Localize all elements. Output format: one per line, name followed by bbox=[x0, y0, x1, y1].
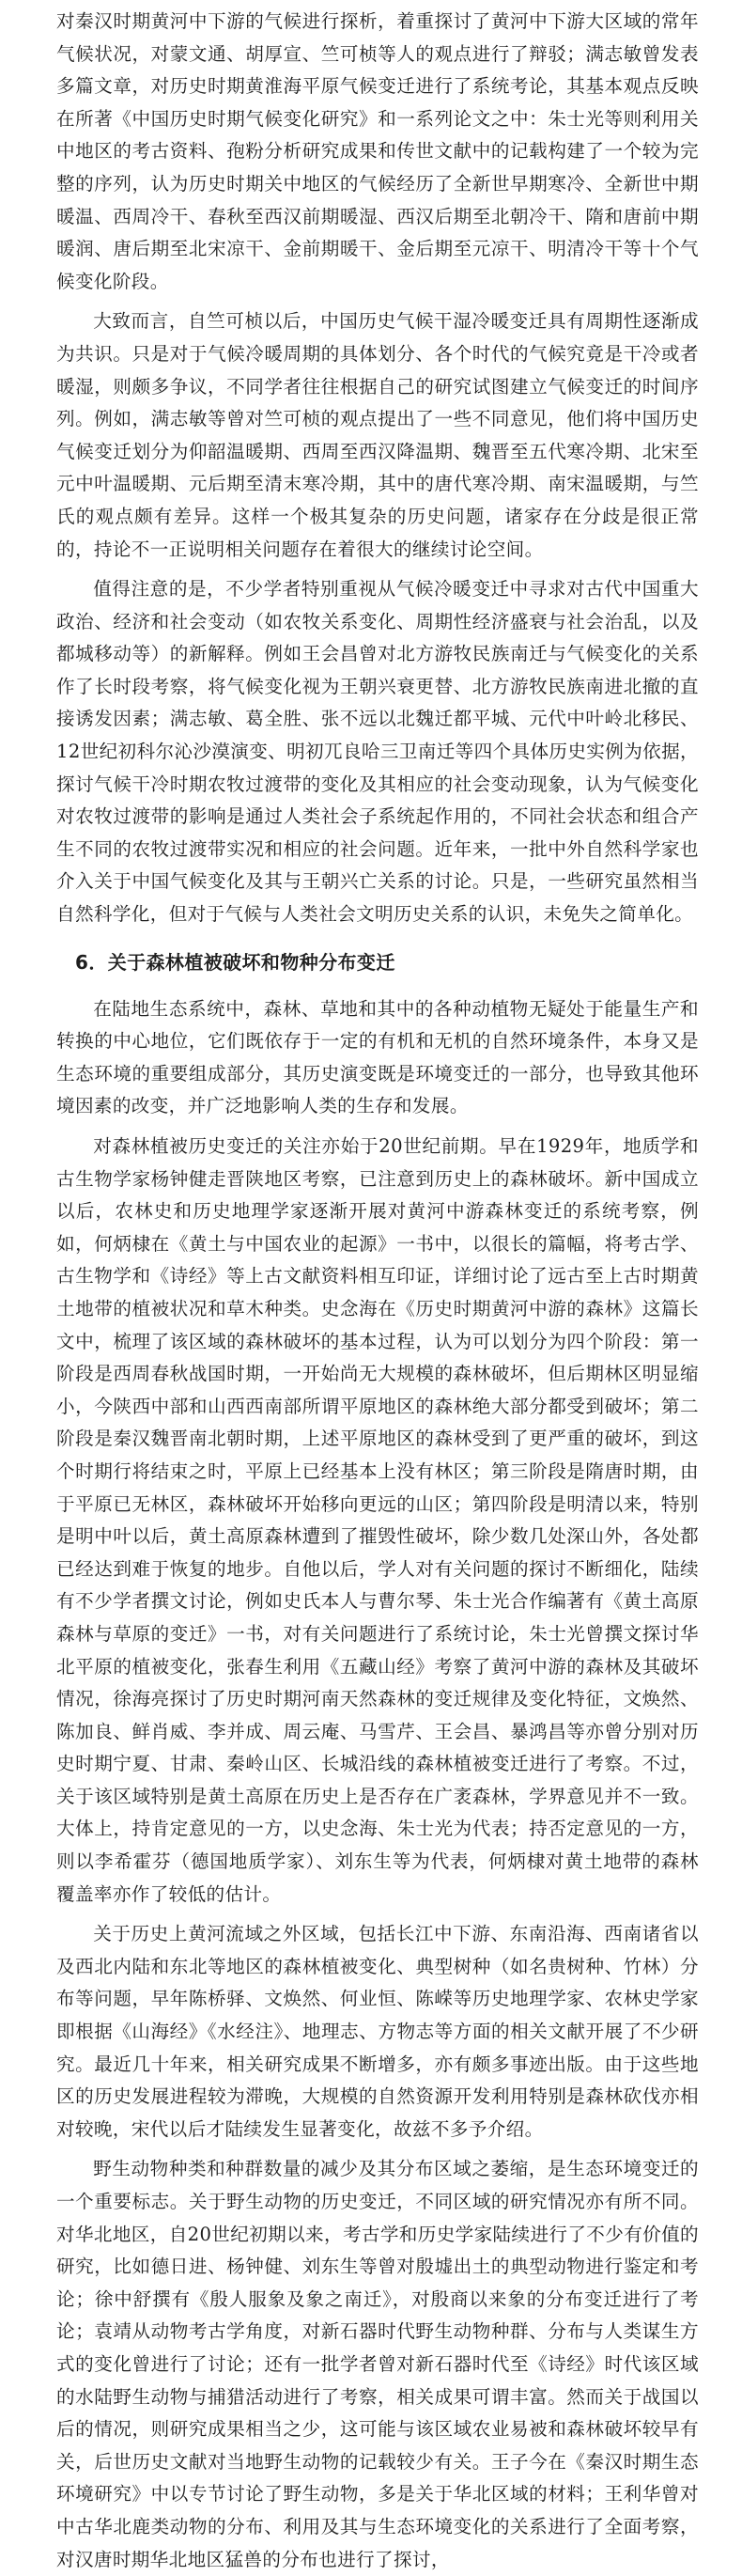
paragraph-climate-periods: 对秦汉时期黄河中下游的气候进行探析，着重探讨了黄河中下游大区域的常年气候状况，对蒙文通、胡厚宣、竺可桢等人的观点进行了辩驳；满志敏曾发表多篇文章，对历史时期黄淮海平原气候变迁进行了系统考论，其基本观点反映在所著《中国历史时期气候变化研究》和一系列论文之中：朱士光等则利用关中地区的考古资料、孢粉分析研究成果和传世文献中的记载构建了一个较为完整的序列，认为历史时期关中地区的气候经历了全新世早期寒冷、全新世中期暖温、西周冷干、春秋至西汉前期暖湿、西汉后期至北朝冷干、隋和唐前中期暖润、唐后期至北宋凉干、金前期暖干、金后期至元凉干、明清冷干等十个气候变化阶段。 bbox=[56, 10, 699, 292]
paragraph-climate-society: 值得注意的是，不少学者特别重视从气候冷暖变迁中寻求对古代中国重大政治、经济和社会变动（如农牧关系变化、周期性经济盛衰与社会治乱，以及都城移动等）的新解释。例如王会昌曾对北方游牧民族南迁与气候变化的关系作了长时段考察，将气候变化视为王朝兴衰更替、北方游牧民族南进北撤的直接诱发因素；满志敏、葛全胜、张不远以北魏迁都平城、元代中叶岭北移民、12世纪初科尔沁沙漠演变、明初兀良哈三卫南迁等四个具体历史实例为依据，探讨气候干冷时期农牧过渡带的变化及其相应的社会变动现象，认为气候变化对农牧过渡带的影响是通过人类社会子系统起作用的，不同社会状态和组合产生不同的农牧过渡带实况和相应的社会问题。近年来，一批中外自然科学家也介入关于中国气候变化及其与王朝兴亡关系的讨论。只是，一些研究虽然相当自然科学化，但对于气候与人类社会文明历史关系的认识，未免失之简单化。 bbox=[56, 578, 699, 926]
paragraph-wild-animals: 野生动物种类和种群数量的减少及其分布区域之萎缩，是生态环境变迁的一个重要标志。关于野生动物的历史变迁，不同区域的研究情况亦有所不同。对华北地区，自20世纪初期以来，考古学和历史学家陆续进行了不少有价值的研究，比如德日进、杨钟健、刘东生等曾对殷墟出土的典型动物进行鉴定和考论；徐中舒撰有《殷人服象及象之南迁》，对殷商以来象的分布变迁进行了考论；袁靖从动物考古学角度，对新石器时代野生动物种群、分布与人类谋生方式的变化曾进行了讨论；还有一批学者曾对新石器时代至《诗经》时代该区域的水陆野生动物与捕猎活动进行了考察，相关成果可谓丰富。然而关于战国以后的情况，则研究成果相当之少，这可能与该区域农业易被和森林破坏较早有关，后世历史文献对当地野生动物的记载较少有关。王子今在《秦汉时期生态环境研究》中以专节讨论了野生动物，多是关于华北区域的材料；王利华曾对中古华北鹿类动物的分布、利用及其与生态环境变化的关系进行了全面考察，对汉唐时期华北地区猛兽的分布也进行了探讨， bbox=[56, 2158, 699, 2570]
paragraph-climate-consensus: 大致而言，自竺可桢以后，中国历史气候干湿冷暖变迁具有周期性逐渐成为共识。只是对于气候冷暖周期的具体划分、各个时代的气候究竟是干冷或者暖湿，则颇多争议，不同学者往往根据自己的研究试图建立气候变迁的时间序列。例如，满志敏等曾对竺可桢的观点提出了一些不同意见，他们将中国历史气候变迁划分为仰韶温暖期、西周至西汉降温期、魏晋至五代寒冷期、北宋至元中叶温暖期、元后期至清末寒冷期，其中的唐代寒冷期、南宋温暖期，与竺氏的观点颇有差异。这样一个极其复杂的历史问题，诸家存在分歧是很正常的，持论不一正说明相关问题存在着很大的继续讨论空间。 bbox=[56, 310, 699, 560]
section-heading: 6．关于森林植被破坏和物种分布变迁 bbox=[75, 950, 395, 974]
paragraph-ecosystem-intro: 在陆地生态系统中，森林、草地和其中的各种动植物无疑处于能量生产和转换的中心地位，它们既依存于一定的有机和无机的自然环境条件，本身又是生态环境的重要组成部分，其历史演变既是环境变迁的一部分，也导致其他环境因素的改变，并广泛地影响人类的生存和发展。 bbox=[56, 997, 699, 1117]
paragraph-forest-other-regions: 关于历史上黄河流域之外区域，包括长江中下游、东南沿海、西南诸省以及西北内陆和东北等地区的森林植被变化、典型树种（如名贵树种、竹林）分布等问题，早年陈桥驿、文焕然、何业恒、陈嵘等历史地理学家、农林史学家即根据《山海经》《水经注》、地理志、方物志等方面的相关文献开展了不少研究。最近几十年来，相关研究成果不断增多，亦有颇多事迹出版。由于这些地区的历史发展进程较为滞晚，大规模的自然资源开发利用特别是森林砍伐亦相对较晚，宋代以后才陆续发生显著变化，故兹不多予介绍。 bbox=[56, 1923, 699, 2140]
paragraph-forest-yellow-river: 对森林植被历史变迁的关注亦始于20世纪前期。早在1929年，地质学和古生物学家杨钟健走晋陕地区考察，已注意到历史上的森林破坏。新中国成立以后，农林史和历史地理学家逐渐开展对黄河中游森林变迁的系统考察，例如，何炳棣在《黄土与中国农业的起源》一书中，以很长的篇幅，将考古学、古生物学和《诗经》等上古文献资料相互印证，详细讨论了远古至上古时期黄土地带的植被状况和草木种类。史念海在《历史时期黄河中游的森林》这篇长文中，梳理了该区域的森林破坏的基本过程，认为可以划分为四个阶段：第一阶段是西周春秋战国时期，一开始尚无大规模的森林破坏，但后期林区明显缩小，今陕西中部和山西西南部所谓平原地区的森林绝大部分都受到破坏；第二阶段是秦汉魏晋南北朝时期，上述平原地区的森林受到了更严重的破坏，到这个时期行将结束之时，平原上已经基本上没有林区；第三阶段是隋唐时期，由于平原已无林区，森林破坏开始移向更远的山区；第四阶段是明清以来，特别是明中叶以后，黄土高原森林遭到了摧毁性破坏，除少数几处深山外，各处都已经达到难于恢复的地步。自他以后，学人对有关问题的探讨不断细化，陆续有不少学者撰文讨论，例如史氏本人与曹尔琴、朱士光合作编著有《黄土高原森林与草原的变迁》一书，对有关问题进行了系统讨论，朱士光曾撰文探讨华北平原的植被变化，张春生利用《五藏山经》考察了黄河中游的森林及其破坏情况，徐海亮探讨了历史时期河南天然森林的变迁规律及变化特征，文焕然、陈加良、鲜肖威、李并成、周云庵、马雪芹、王会昌、暴鸿昌等亦曾分别对历史时期宁夏、甘肃、秦岭山区、长城沿线的森林植被变迁进行了考察。不过，关于该区域特别是黄土高原在历史上是否存在广袤森林，学界意见并不一致。大体上，持肯定意见的一方，以史念海、朱士光为代表；持否定意见的一方，则以李希霍芬（德国地质学家）、刘东生等为代表，何炳棣对黄土地带的森林覆盖率亦作了较低的估计。 bbox=[56, 1135, 699, 1905]
